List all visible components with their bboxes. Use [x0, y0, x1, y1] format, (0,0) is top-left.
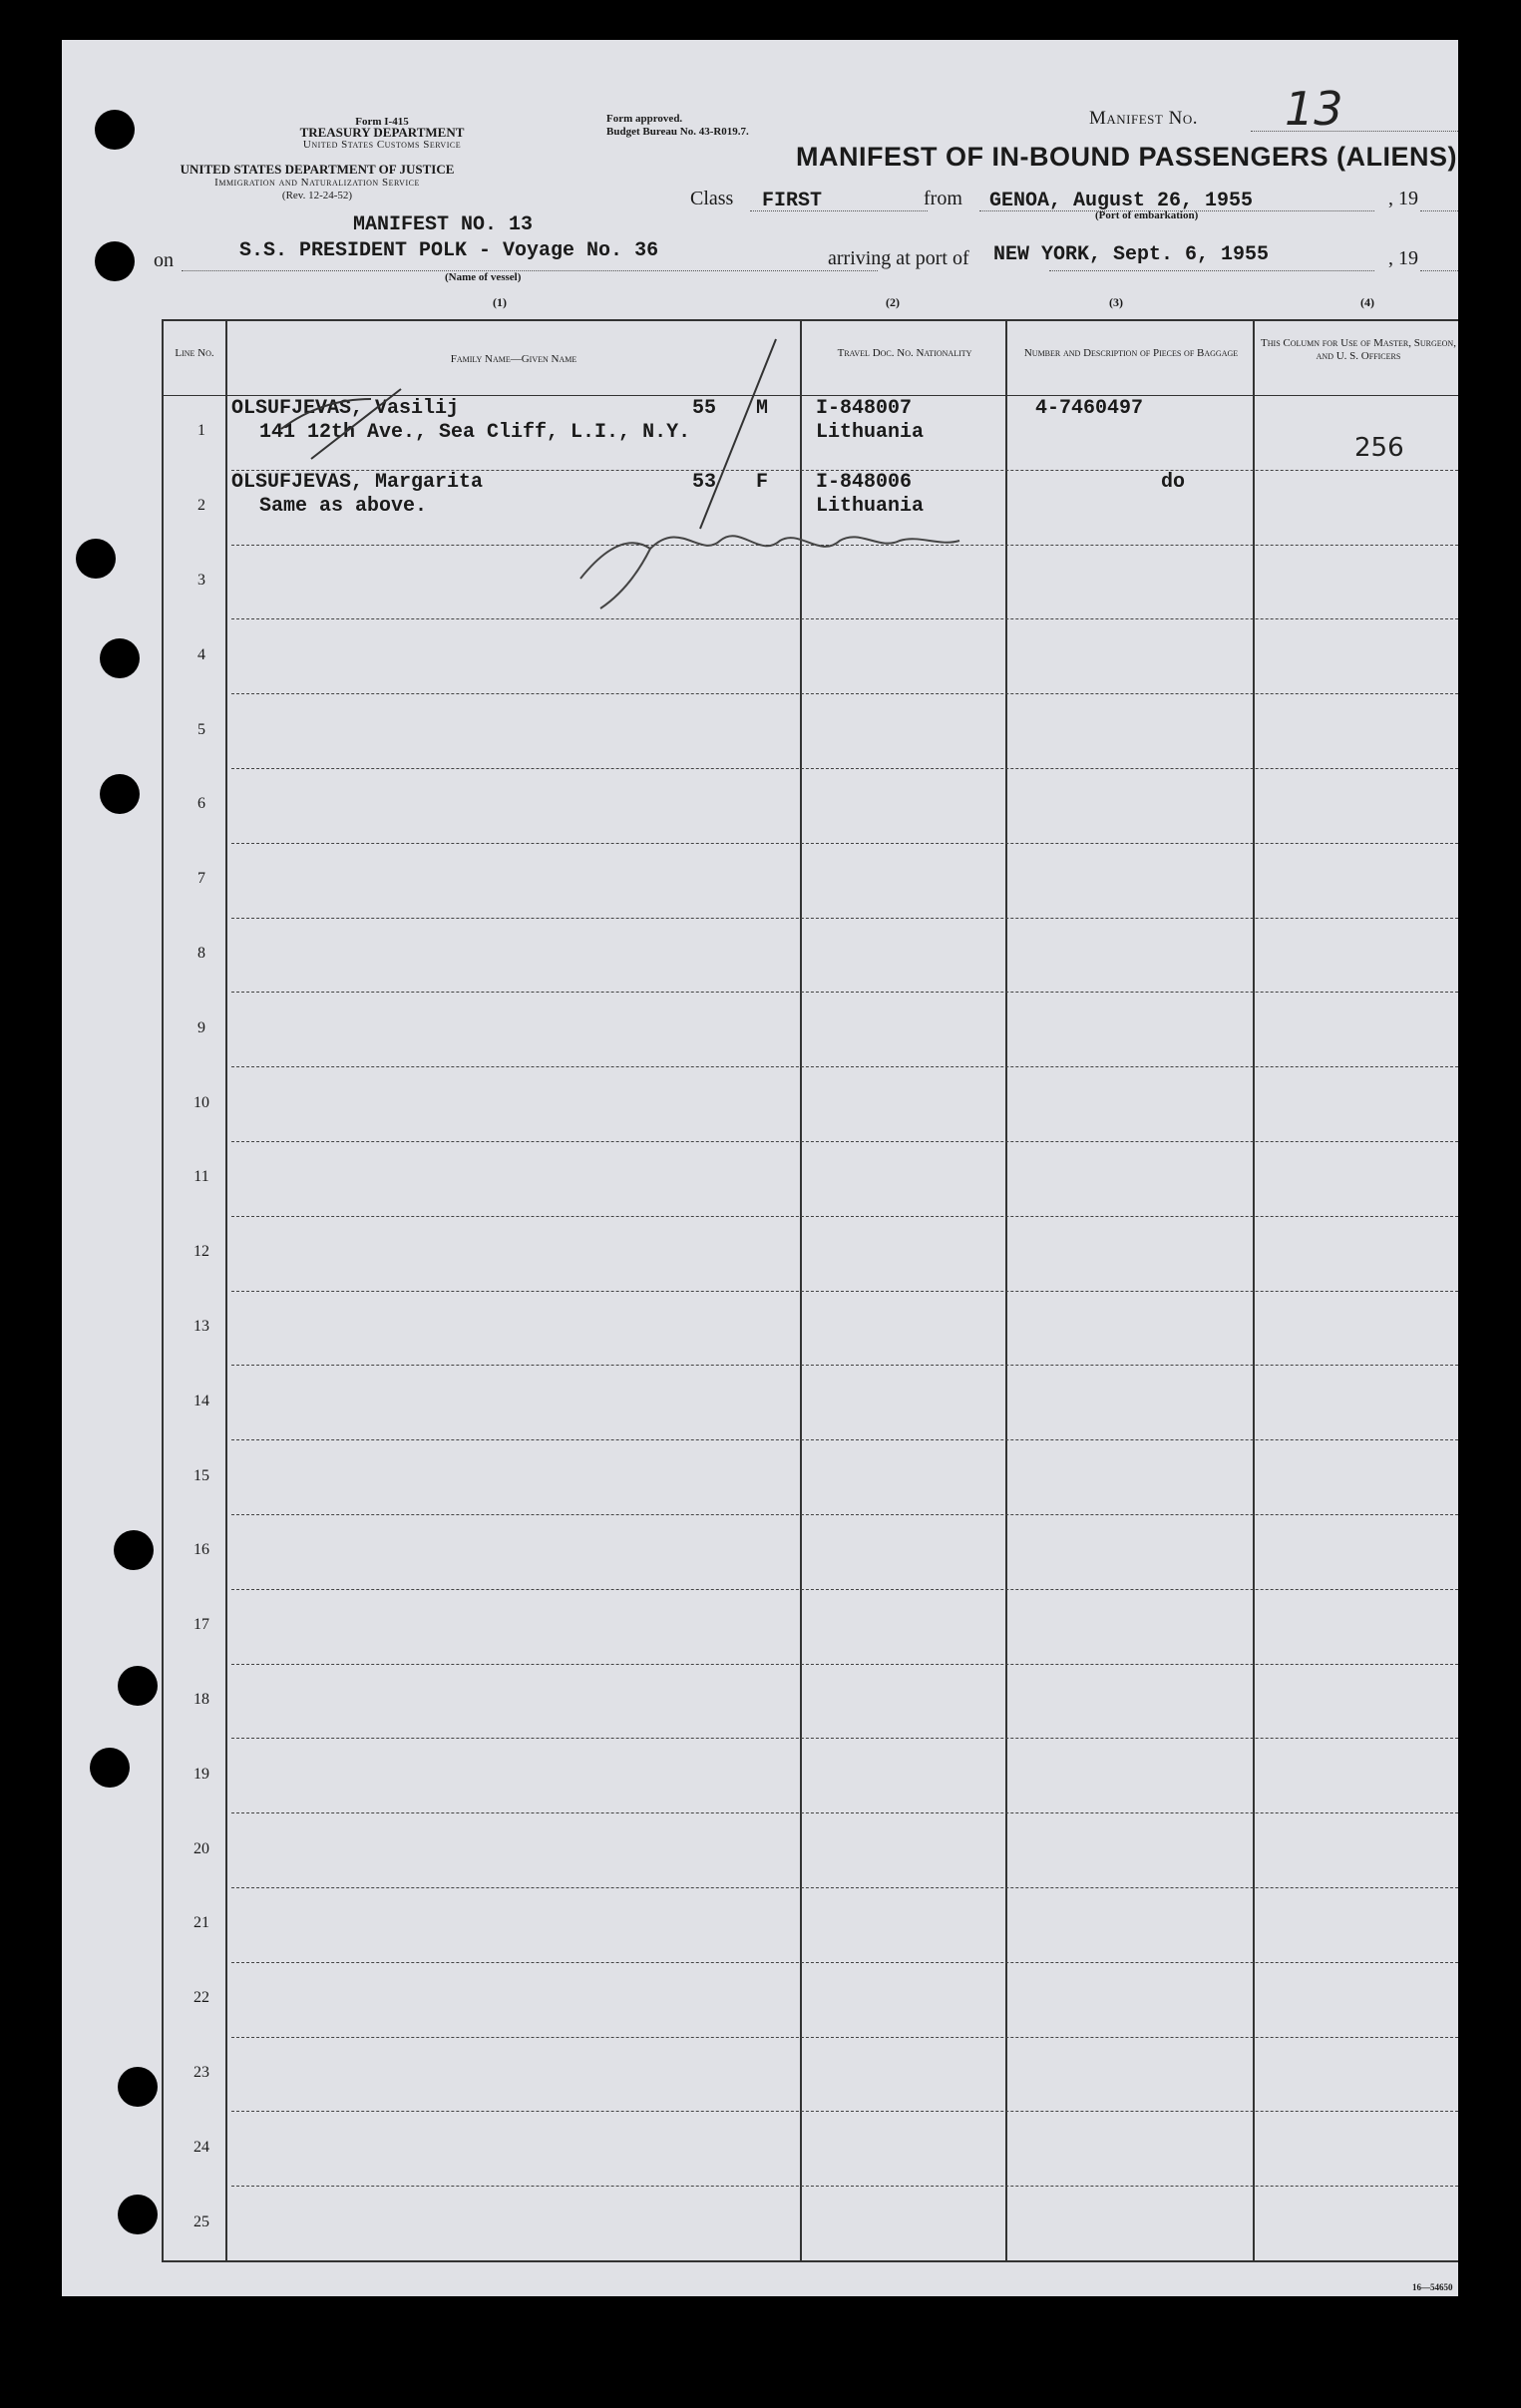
table-bottom-border — [162, 2260, 1458, 2262]
punch-hole — [114, 1530, 154, 1570]
entry-1-age: 55 — [692, 397, 717, 420]
ruled-line — [231, 1887, 1458, 1888]
entry-2-nationality: Lithuania — [816, 495, 925, 518]
col-num-2: (2) — [886, 295, 900, 309]
entry-1-officer-note: 256 — [1354, 433, 1404, 463]
manifest-typed: MANIFEST NO. 13 — [353, 213, 534, 236]
punch-hole — [118, 2195, 158, 2234]
line-number: 1 — [197, 422, 205, 440]
line-number: 23 — [193, 2064, 209, 2081]
ruled-line — [231, 1812, 1458, 1813]
year-suffix-1: , 19 — [1388, 188, 1418, 209]
line-number: 24 — [193, 2138, 209, 2156]
ruled-line — [231, 768, 1458, 769]
line-number: 14 — [193, 1392, 209, 1409]
arrival-line — [1049, 269, 1374, 271]
arrival-value: NEW YORK, Sept. 6, 1955 — [993, 243, 1270, 266]
handwritten-marks — [162, 279, 1458, 638]
justice-label: UNITED STATES DEPARTMENT OF JUSTICE — [180, 162, 455, 177]
rev-label: (Rev. 12-24-52) — [281, 190, 353, 201]
line-number: 15 — [193, 1466, 209, 1484]
line-number: 12 — [193, 1243, 209, 1261]
punch-hole — [95, 241, 135, 281]
year-suffix-2: , 19 — [1388, 247, 1418, 269]
punch-hole — [118, 1666, 158, 1706]
line-number: 25 — [193, 2212, 209, 2230]
ruled-line — [231, 1589, 1458, 1590]
entry-2-name: OLSUFJEVAS, Margarita — [231, 471, 484, 494]
line-number: 8 — [197, 945, 205, 962]
line-number: 20 — [193, 1839, 209, 1857]
punch-hole — [95, 110, 135, 150]
ruled-line — [231, 1738, 1458, 1739]
line-number: 18 — [193, 1691, 209, 1708]
treasury-label: TREASURY DEPARTMENT — [299, 125, 465, 140]
col-num-1: (1) — [493, 295, 507, 309]
entry-2-sex: F — [756, 471, 769, 494]
manifest-page — [62, 40, 1458, 2296]
manifest-no-line — [1251, 130, 1458, 132]
line-number: 17 — [193, 1616, 209, 1634]
col-header-name: Family Name—Given Name — [450, 353, 577, 365]
slash-mark — [700, 339, 776, 529]
manifest-no-handwritten: 13 — [1285, 82, 1343, 136]
approved-label: Form approved. — [606, 113, 683, 125]
on-label: on — [154, 249, 174, 271]
entry-1-nationality: Lithuania — [816, 421, 925, 444]
punch-hole — [100, 638, 140, 678]
vessel-value: S.S. PRESIDENT POLK - Voyage No. 36 — [239, 239, 659, 262]
check-mark-1 — [281, 389, 401, 459]
class-label: Class — [690, 188, 734, 209]
col-header-travel-doc: Travel Doc. No. Nationality — [837, 347, 972, 359]
entry-1-baggage: 4-7460497 — [1035, 397, 1144, 420]
col-header-baggage: Number and Description of Pieces of Baggage — [1023, 347, 1239, 359]
from-value: GENOA, August 26, 1955 — [989, 190, 1254, 212]
ruled-line — [231, 1962, 1458, 1963]
line-number: 4 — [197, 645, 205, 663]
ruled-line — [231, 2111, 1458, 2112]
ins-label: Immigration and Naturalization Service — [214, 177, 420, 189]
entry-1-name: OLSUFJEVAS, Vasilij — [231, 397, 460, 420]
ruled-line — [231, 1365, 1458, 1366]
line-number: 6 — [197, 795, 205, 813]
punch-hole — [118, 2067, 158, 2107]
line-number: 19 — [193, 1765, 209, 1783]
punch-hole — [100, 774, 140, 814]
line-number: 21 — [193, 1914, 209, 1932]
line-number: 3 — [197, 572, 205, 589]
line-number: 9 — [197, 1018, 205, 1036]
line-number: 5 — [197, 720, 205, 738]
entry-2-baggage: do — [1161, 471, 1186, 494]
line-number: 13 — [193, 1318, 209, 1335]
ruled-line — [231, 1141, 1458, 1142]
page-title: MANIFEST OF IN-BOUND PASSENGERS (ALIENS) — [796, 142, 1458, 172]
ruled-line — [231, 1216, 1458, 1217]
entry-1-address: 141 12th Ave., Sea Cliff, L.I., N.Y. — [259, 421, 691, 444]
year-line-1 — [1420, 209, 1458, 211]
entry-2-address: Same as above. — [259, 495, 428, 518]
line-number: 22 — [193, 1989, 209, 2007]
ruled-line — [231, 693, 1458, 694]
ruled-line — [231, 1291, 1458, 1292]
col-header-officers: This Column for Use of Master, Surgeon, and U. S. Officers — [1261, 337, 1456, 362]
col-num-3: (3) — [1109, 295, 1123, 309]
class-value: FIRST — [762, 190, 823, 212]
port-embark-note: (Port of embarkation) — [1095, 209, 1199, 221]
line-number: 10 — [193, 1093, 209, 1111]
ruled-line — [231, 1664, 1458, 1665]
ruled-line — [231, 2037, 1458, 2038]
line-number: 16 — [193, 1541, 209, 1559]
budget-label: Budget Bureau No. 43-R019.7. — [606, 126, 749, 138]
entry-2-doc: I-848006 — [816, 471, 913, 494]
line-number: 7 — [197, 870, 205, 888]
ruled-line — [231, 918, 1458, 919]
col-header-line-no: Line No. — [175, 347, 214, 359]
from-label: from — [924, 188, 962, 209]
col-num-4: (4) — [1360, 295, 1374, 309]
ruled-line — [231, 1439, 1458, 1440]
entry-1-sex: M — [756, 397, 769, 420]
vessel-note: (Name of vessel) — [445, 271, 522, 283]
entry-1-doc: I-848007 — [816, 397, 913, 420]
signature-mark — [580, 536, 959, 608]
entry-2-age: 53 — [692, 471, 717, 494]
year-line-2 — [1420, 269, 1458, 271]
punch-hole — [76, 539, 116, 579]
ruled-line — [231, 992, 1458, 993]
arriving-label: arriving at port of — [828, 247, 969, 269]
line-number: 2 — [197, 497, 205, 515]
vessel-line — [182, 269, 878, 271]
ruled-line — [231, 2186, 1458, 2187]
footer-code: 16—54650 — [1412, 2282, 1453, 2292]
form-id: Form I-415 — [355, 116, 409, 128]
ruled-line — [231, 843, 1458, 844]
line-number: 11 — [193, 1168, 209, 1186]
manifest-no-label: Manifest No. — [1089, 108, 1198, 129]
manifest-table — [162, 319, 1458, 2262]
punch-hole — [90, 1748, 130, 1788]
ruled-line — [231, 1514, 1458, 1515]
ruled-line — [231, 1066, 1458, 1067]
customs-label: United States Customs Service — [302, 139, 462, 151]
